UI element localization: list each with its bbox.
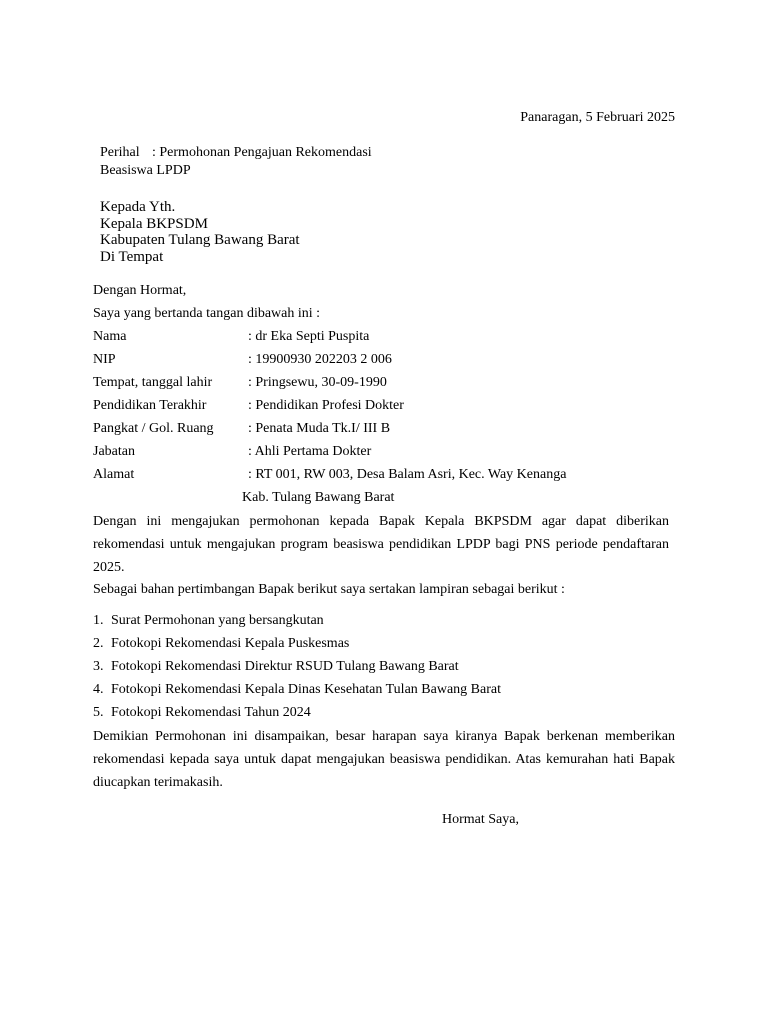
list-text: Fotokopi Rekomendasi Tahun 2024: [111, 705, 311, 720]
intro-line: Saya yang bertanda tangan dibawah ini :: [93, 306, 321, 321]
list-number: 1.: [93, 613, 104, 628]
sign-off: Hormat Saya,: [442, 812, 519, 827]
field-label: Tempat, tanggal lahir: [93, 375, 213, 390]
attachments-intro: Sebagai bahan pertimbangan Bapak berikut saya sertakan lampiran sebagai berikut :: [93, 582, 565, 597]
field-value: : dr Eka Septi Puspita: [248, 329, 370, 344]
list-item: [93, 635, 349, 653]
subject-line: [100, 144, 372, 162]
recipient-line-4: Di Tempat: [100, 249, 164, 265]
field-row-nip: [93, 351, 392, 369]
subject-label: Perihal: [100, 145, 140, 160]
field-value: : Pendidikan Profesi Dokter: [248, 398, 404, 413]
list-text: Surat Permohonan yang bersangkutan: [111, 613, 324, 628]
field-label: NIP: [93, 352, 116, 367]
field-value: : Penata Muda Tk.I/ III B: [248, 421, 391, 436]
list-number: 2.: [93, 636, 104, 651]
list-number: 3.: [93, 659, 104, 674]
subject-value: : Permohonan Pengajuan Rekomendasi: [152, 145, 372, 160]
field-value: : Ahli Pertama Dokter: [248, 444, 372, 459]
field-row-education: [93, 397, 404, 415]
recipient-line-2: Kepala BKPSDM: [100, 216, 208, 232]
recipient-line-1: Kepada Yth.: [100, 199, 176, 215]
list-number: 4.: [93, 682, 104, 697]
field-row-birth: [93, 374, 387, 392]
list-item: [93, 704, 311, 722]
field-value: : 19900930 202203 2 006: [248, 352, 392, 367]
field-label: Pangkat / Gol. Ruang: [93, 421, 214, 436]
letter-date: Panaragan, 5 Februari 2025: [520, 110, 675, 125]
field-row-rank: [93, 420, 390, 438]
list-text: Fotokopi Rekomendasi Kepala Dinas Kesehatan Tulan Bawang Barat: [111, 682, 501, 697]
subject-continuation: Beasiswa LPDP: [100, 163, 191, 178]
field-label: Jabatan: [93, 444, 135, 459]
field-label: Nama: [93, 329, 127, 344]
field-label: Alamat: [93, 467, 135, 482]
field-row-address: [93, 466, 566, 484]
field-value: : Pringsewu, 30-09-1990: [248, 375, 387, 390]
closing-paragraph: Demikian Permohonan ini disampaikan, besar harapan saya kiranya Bapak berkenan memberikan rekomendasi kepada saya untuk dapat mengajukan beasiswa pendidikan. Atas kemurahan hati Bapak diucapkan terimakasih.: [93, 729, 675, 790]
list-text: Fotokopi Rekomendasi Kepala Puskesmas: [111, 636, 350, 651]
field-row-position: [93, 443, 371, 461]
list-text: Fotokopi Rekomendasi Direktur RSUD Tulang Bawang Barat: [111, 659, 459, 674]
request-paragraph: Dengan ini mengajukan permohonan kepada Bapak Kepala BKPSDM agar dapat diberikan rekomendasi untuk mengajukan program beasiswa pendidikan LPDP bagi PNS periode pendaftaran 2025.: [93, 514, 669, 575]
list-number: 5.: [93, 705, 104, 720]
field-label: Pendidikan Terakhir: [93, 398, 207, 413]
field-row-name: [93, 328, 369, 346]
list-item: [93, 658, 459, 676]
recipient-line-3: Kabupaten Tulang Bawang Barat: [100, 232, 300, 248]
greeting: Dengan Hormat,: [93, 283, 187, 298]
list-item: [93, 612, 324, 630]
field-value: : RT 001, RW 003, Desa Balam Asri, Kec. Way Kenanga: [248, 467, 567, 482]
address-continuation: Kab. Tulang Bawang Barat: [242, 490, 395, 505]
list-item: [93, 681, 501, 699]
